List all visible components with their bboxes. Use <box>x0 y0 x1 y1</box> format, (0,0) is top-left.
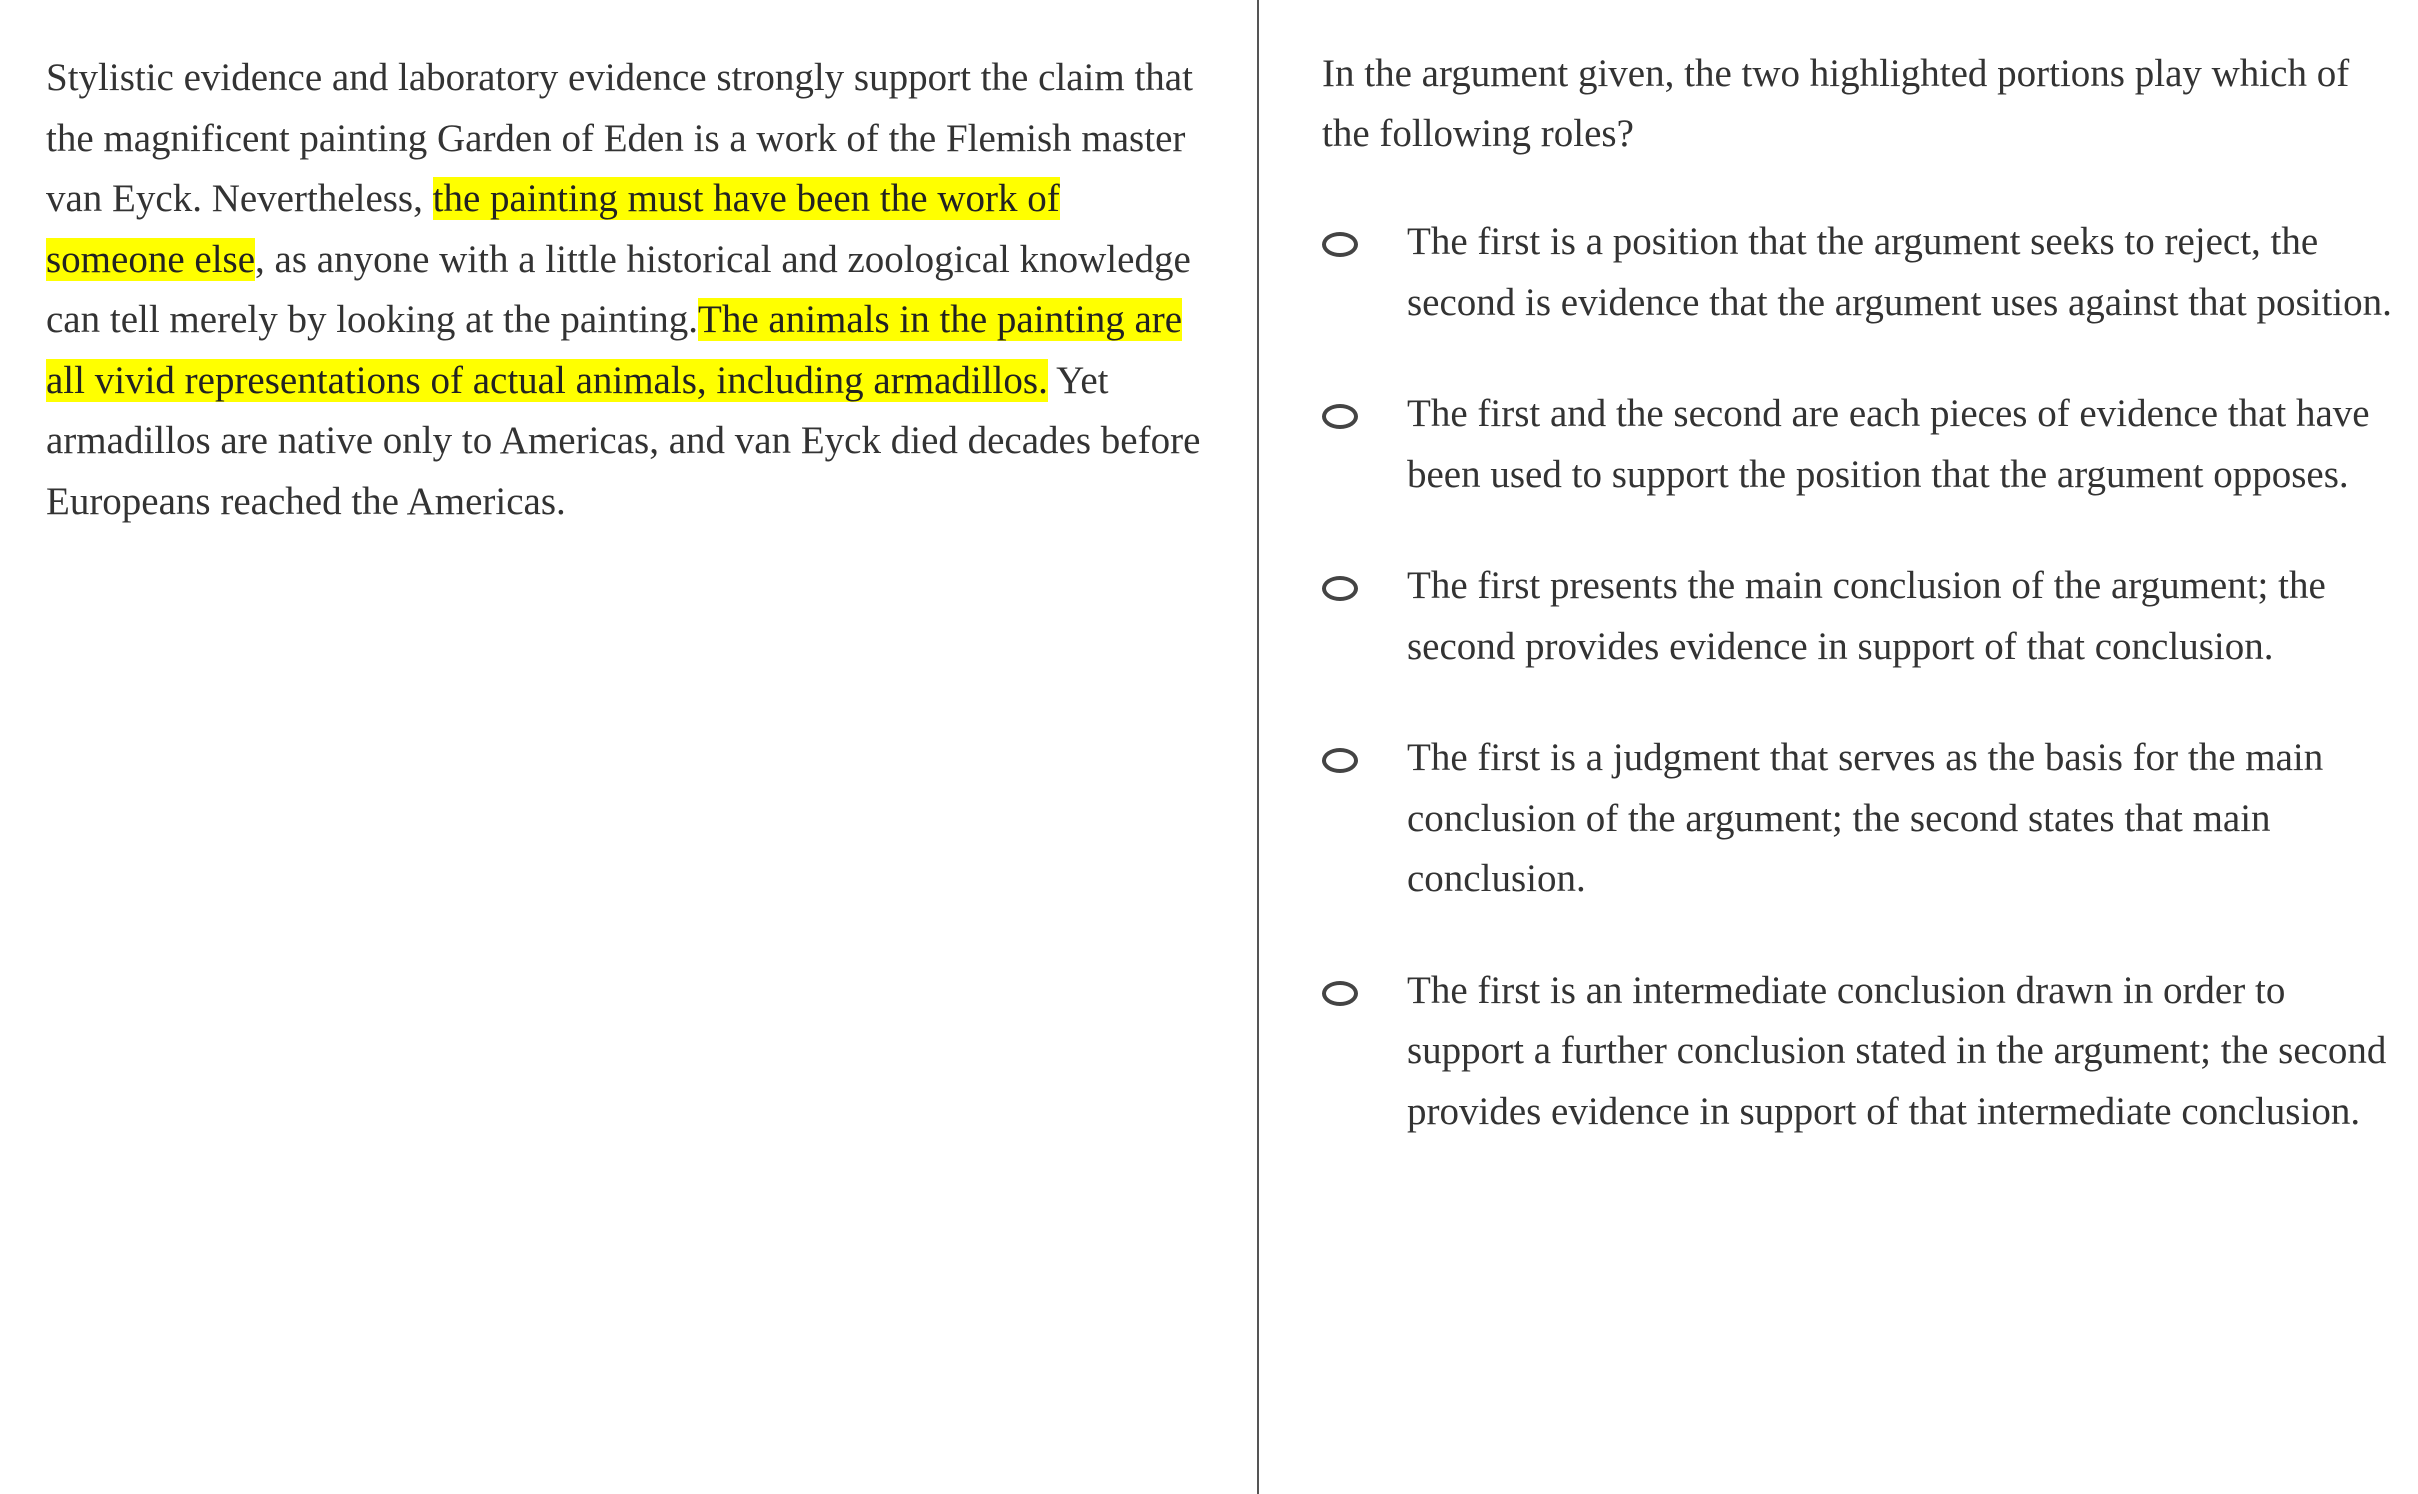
answer-option-text: The first presents the main conclusion of the argument; the second provides evidence in support of that conclusion. <box>1407 564 2326 668</box>
answer-option-text: The first and the second are each pieces of evidence that have been used to support the position that the argument opposes. <box>1407 392 2370 496</box>
radio-button-icon[interactable] <box>1322 404 1358 429</box>
answer-options <box>1322 212 2402 1142</box>
answer-option-text: The first is a position that the argument seeks to reject, the second is evidence that the argument uses against that position. <box>1407 220 2392 324</box>
answer-option-d[interactable] <box>1322 728 2402 910</box>
radio-button-icon[interactable] <box>1322 232 1358 257</box>
answer-option-a[interactable] <box>1322 212 2402 333</box>
question-pane <box>1322 44 2402 1193</box>
passage-segment-2: , as anyone with a little historical and zoological knowledge can tell merely by looking at the painting. <box>46 237 1191 341</box>
pane-divider[interactable] <box>1257 0 1259 1494</box>
question-stem: In the argument given, the two highlighted portions play which of the following roles? <box>1322 52 2350 155</box>
passage-segment-3: Yet armadillos are native only to Americas, and van Eyck died decades before Europeans reached the Americas. <box>46 358 1201 523</box>
passage-pane <box>46 48 1206 532</box>
answer-option-text: The first is a judgment that serves as the basis for the main conclusion of the argument; the second states that main conclusion. <box>1407 736 2324 900</box>
passage-segment-1: Stylistic evidence and laboratory evidence strongly support the claim that the magnificent painting Garden of Eden is a work of the Flemish master van Eyck. Nevertheless, <box>46 56 1193 220</box>
answer-option-e[interactable] <box>1322 961 2402 1143</box>
passage-text <box>46 48 1206 532</box>
highlighted-portion-2: The animals in the painting are all vivid representations of actual animals, including armadillos. <box>46 298 1183 402</box>
highlighted-portion-1: the painting must have been the work of someone else <box>46 177 1060 281</box>
radio-button-icon[interactable] <box>1322 981 1358 1006</box>
radio-button-icon[interactable] <box>1322 748 1358 773</box>
answer-option-b[interactable] <box>1322 384 2402 505</box>
answer-option-c[interactable] <box>1322 556 2402 677</box>
answer-option-text: The first is an intermediate conclusion drawn in order to support a further conclusion stated in the argument; the second provides evidence in support of that intermediate conclusion. <box>1407 968 2387 1133</box>
radio-button-icon[interactable] <box>1322 576 1358 601</box>
